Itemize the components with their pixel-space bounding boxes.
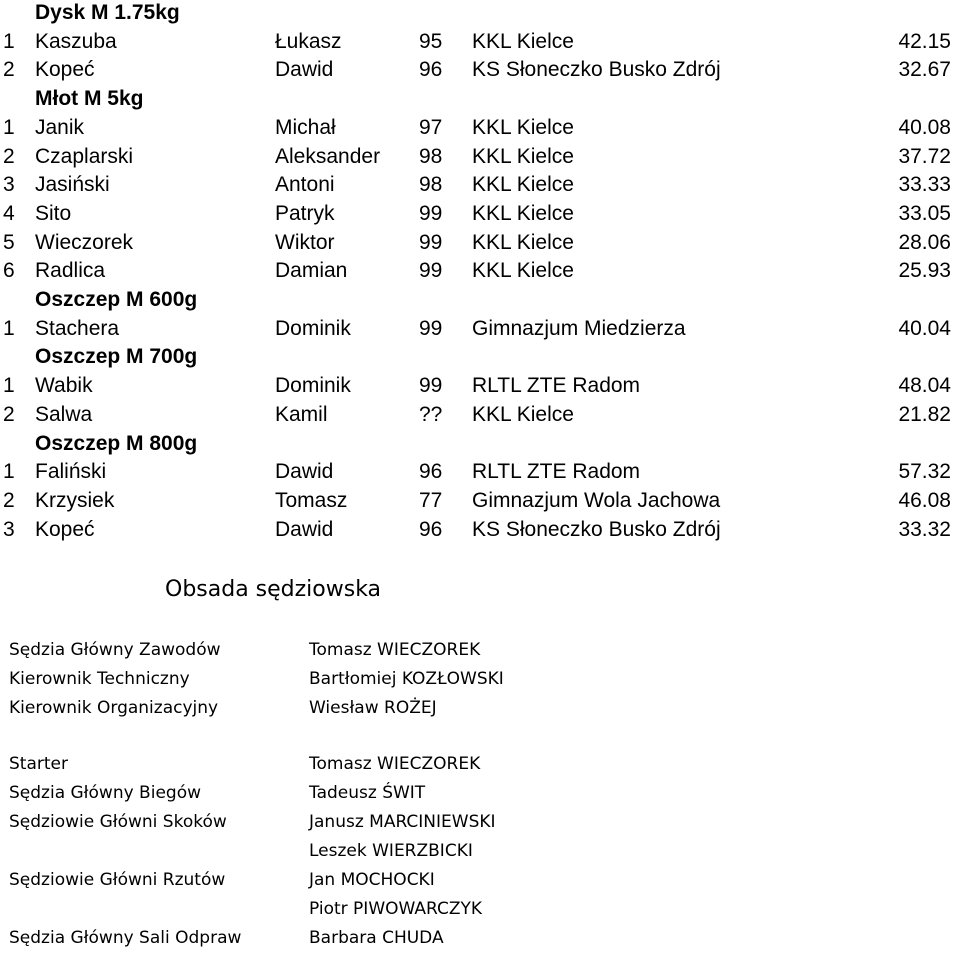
birth-year: 96	[419, 58, 443, 82]
judge-role: Sędzia Główny Zawodów	[9, 640, 221, 660]
result-row	[0, 371, 960, 400]
place: 1	[3, 374, 15, 398]
club-name: KKL Kielce	[472, 230, 574, 254]
club-name: KKL Kielce	[472, 115, 574, 139]
club-name: KKL Kielce	[472, 29, 574, 53]
judge-role: Starter	[9, 754, 68, 774]
result-row	[0, 400, 960, 429]
birth-year: 96	[419, 460, 443, 484]
result-row	[0, 55, 960, 84]
judge-row	[0, 866, 960, 895]
club-name: KKL Kielce	[472, 144, 574, 168]
birth-year: 77	[419, 488, 443, 512]
result-row	[0, 199, 960, 228]
judge-name: Wiesław ROŻEJ	[309, 698, 437, 718]
judges-title: Obsada sędziowska	[165, 577, 382, 602]
club-name: KS Słoneczko Busko Zdrój	[472, 517, 721, 541]
judge-row	[0, 895, 960, 924]
first-name: Dominik	[275, 316, 351, 340]
judge-name: Leszek WIERZBICKI	[309, 841, 473, 861]
result-value: 57.32	[898, 460, 951, 484]
first-name: Damian	[275, 259, 348, 283]
club-name: RLTL ZTE Radom	[472, 460, 641, 484]
birth-year: 99	[419, 316, 443, 340]
judge-role: Sędzia Główny Biegów	[9, 783, 201, 803]
club-name: RLTL ZTE Radom	[472, 374, 641, 398]
last-name: Czaplarski	[35, 144, 134, 168]
judge-name: Tomasz WIECZOREK	[309, 640, 481, 660]
club-name: KKL Kielce	[472, 259, 574, 283]
judge-role: Sędzia Główny Sali Odpraw	[9, 928, 242, 948]
result-value: 33.33	[898, 173, 951, 197]
result-value: 37.72	[898, 144, 951, 168]
event-title: Dysk M 1.75kg	[35, 1, 180, 24]
judge-name: Janusz MARCINIEWSKI	[309, 812, 496, 832]
first-name: Michał	[275, 115, 336, 139]
last-name: Kopeć	[35, 517, 95, 541]
last-name: Radlica	[35, 259, 106, 283]
result-value: 48.04	[898, 374, 951, 398]
result-value: 40.04	[898, 316, 951, 340]
judge-row	[0, 665, 960, 694]
first-name: Tomasz	[275, 488, 348, 512]
event-heading	[0, 429, 960, 458]
birth-year: 99	[419, 230, 443, 254]
last-name: Krzysiek	[35, 488, 115, 512]
birth-year: 99	[419, 259, 443, 283]
judge-row	[0, 924, 960, 953]
result-row	[0, 486, 960, 515]
result-value: 42.15	[898, 29, 951, 53]
birth-year: 95	[419, 29, 443, 53]
place: 5	[3, 230, 15, 254]
first-name: Antoni	[275, 173, 335, 197]
judge-role: Kierownik Techniczny	[9, 669, 190, 689]
last-name: Stachera	[35, 316, 120, 340]
place: 6	[3, 259, 15, 283]
birth-year: 99	[419, 201, 443, 225]
result-row	[0, 170, 960, 199]
result-row	[0, 228, 960, 257]
judge-name: Tadeusz ŚWIT	[309, 783, 426, 803]
judge-row	[0, 808, 960, 837]
event-title: Oszczep M 600g	[35, 288, 198, 311]
event-heading	[0, 0, 960, 27]
result-value: 46.08	[898, 488, 951, 512]
birth-year: 96	[419, 517, 443, 541]
result-row	[0, 113, 960, 142]
club-name: Gimnazjum Miedzierza	[472, 316, 686, 340]
last-name: Salwa	[35, 402, 93, 426]
first-name: Dawid	[275, 58, 334, 82]
judge-row	[0, 694, 960, 723]
club-name: KKL Kielce	[472, 201, 574, 225]
place: 1	[3, 316, 15, 340]
first-name: Patryk	[275, 201, 335, 225]
judge-role: Sędziowie Główni Skoków	[9, 812, 227, 832]
result-value: 40.08	[898, 115, 951, 139]
event-heading	[0, 342, 960, 371]
club-name: KS Słoneczko Busko Zdrój	[472, 58, 721, 82]
place: 1	[3, 29, 15, 53]
birth-year: 98	[419, 173, 443, 197]
last-name: Janik	[35, 115, 85, 139]
last-name: Wieczorek	[35, 230, 134, 254]
first-name: Dominik	[275, 374, 351, 398]
judge-row	[0, 837, 960, 866]
result-row	[0, 457, 960, 486]
judge-name: Barbara CHUDA	[309, 928, 444, 948]
birth-year: 97	[419, 115, 443, 139]
place: 2	[3, 58, 15, 82]
result-value: 32.67	[898, 58, 951, 82]
judge-name: Jan MOCHOCKI	[309, 870, 435, 890]
result-row	[0, 142, 960, 171]
place: 2	[3, 144, 15, 168]
first-name: Dawid	[275, 460, 334, 484]
judge-role: Kierownik Organizacyjny	[9, 698, 219, 718]
judge-row	[0, 636, 960, 665]
birth-year: 99	[419, 374, 443, 398]
result-value: 33.32	[898, 517, 951, 541]
result-value: 33.05	[898, 201, 951, 225]
result-row	[0, 27, 960, 56]
place: 1	[3, 115, 15, 139]
event-title: Oszczep M 800g	[35, 431, 198, 455]
result-row	[0, 515, 960, 544]
last-name: Kaszuba	[35, 29, 117, 53]
club-name: KKL Kielce	[472, 402, 574, 426]
club-name: Gimnazjum Wola Jachowa	[472, 488, 721, 512]
event-heading	[0, 84, 960, 113]
last-name: Wabik	[35, 374, 93, 398]
place: 1	[3, 460, 15, 484]
result-value: 28.06	[898, 230, 951, 254]
place: 4	[3, 201, 15, 225]
judge-row	[0, 779, 960, 808]
judge-name: Piotr PIWOWARCZYK	[309, 899, 483, 919]
judge-name: Bartłomiej KOZŁOWSKI	[309, 669, 504, 689]
last-name: Kopeć	[35, 58, 95, 82]
event-heading	[0, 285, 960, 314]
birth-year: 98	[419, 144, 443, 168]
judge-name: Tomasz WIECZOREK	[309, 754, 481, 774]
judge-role: Sędziowie Główni Rzutów	[9, 870, 226, 890]
birth-year: ??	[419, 402, 443, 426]
result-row	[0, 314, 960, 343]
last-name: Jasiński	[35, 173, 110, 197]
last-name: Faliński	[35, 460, 107, 484]
place: 3	[3, 173, 15, 197]
first-name: Wiktor	[275, 230, 335, 254]
result-value: 25.93	[898, 259, 951, 283]
first-name: Dawid	[275, 517, 334, 541]
first-name: Aleksander	[275, 144, 381, 168]
place: 2	[3, 402, 15, 426]
first-name: Kamil	[275, 402, 328, 426]
judge-row	[0, 750, 960, 779]
last-name: Sito	[35, 201, 72, 225]
result-row	[0, 256, 960, 285]
event-title: Młot M 5kg	[35, 87, 144, 111]
place: 2	[3, 488, 15, 512]
club-name: KKL Kielce	[472, 173, 574, 197]
event-title: Oszczep M 700g	[35, 345, 198, 369]
first-name: Łukasz	[275, 29, 342, 53]
place: 3	[3, 517, 15, 541]
result-value: 21.82	[898, 402, 951, 426]
